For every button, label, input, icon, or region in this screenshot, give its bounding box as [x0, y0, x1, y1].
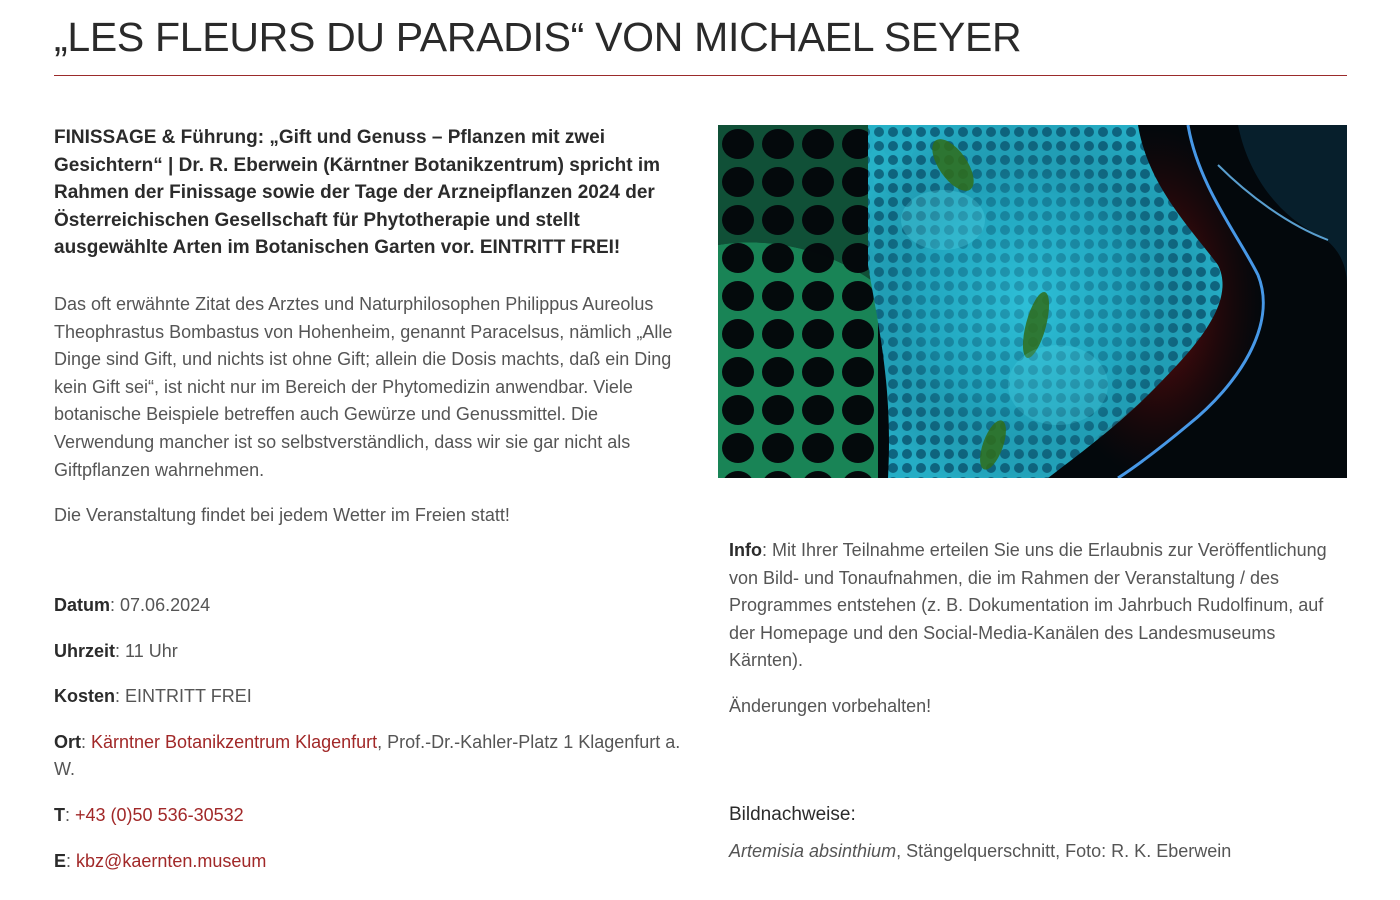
left-column: [54, 124, 694, 530]
phone-link[interactable]: +43 (0)50 536-30532: [75, 804, 244, 825]
plant-stem-cross-section-image: [718, 125, 1347, 478]
credits-species: Artemisia absinthium: [729, 840, 897, 861]
credits-caption: [729, 838, 1347, 866]
info-label: Info: [729, 540, 762, 560]
right-column: [718, 125, 1347, 861]
email-label: E: [54, 850, 67, 871]
page-title: „LES FLEURS DU PARADIS“ VON MICHAEL SEYER: [54, 14, 1022, 60]
location-link[interactable]: Kärntner Botanikzentrum Klagenfurt: [91, 731, 378, 752]
info-text: [729, 537, 1347, 675]
weather-note: Die Veranstaltung findet bei jedem Wetter im Freien statt!: [54, 505, 510, 526]
info-block: [729, 537, 1347, 721]
event-description: Das oft erwähnte Zitat des Arztes und Naturphilosophen Philippus Aureolus Theophrastus Bombastus von Hohenheim, genannt Paracelsus, nämlich „Alle Dinge sind Gift, und nichts ist ohne Gift; allein die Dosis machts, daß ein Ding kein Gift sei“, ist nicht nur im Bereich der Phytomedizin anwendbar. Viele botanische Beispiele betreffen auch Gewürze und Genussmittel. Die Verwendung mancher ist so selbstverständlich, dass wir sie gar nicht als Giftpflanzen wahrnehmen.: [54, 293, 673, 480]
detail-time: Uhrzeit: 11 Uhr: [54, 640, 178, 661]
event-details: [54, 592, 694, 893]
date-value: 07.06.2024: [120, 595, 211, 615]
detail-location: Ort: Kärntner Botanikzentrum Klagenfurt, Prof.-Dr.-Kahler-Platz 1 Klagenfurt a. W.: [54, 731, 681, 780]
detail-phone: T: +43 (0)50 536-30532: [54, 804, 244, 825]
date-label: Datum: [54, 595, 111, 615]
detail-email: E: kbz@kaernten.museum: [54, 850, 267, 871]
email-link[interactable]: kbz@kaernten.museum: [76, 850, 267, 871]
phone-label: T: [54, 804, 65, 825]
cost-value: EINTRITT FREI: [125, 686, 252, 707]
event-page: [54, 0, 1347, 900]
location-label: Ort: [54, 731, 81, 752]
detail-cost: Kosten: EINTRITT FREI: [54, 686, 252, 707]
time-value: 11 Uhr: [125, 640, 178, 661]
event-lead: FINISSAGE & Führung: „Gift und Genuss – Pflanzen mit zwei Gesichtern“ | Dr. R. Eberwein (Kärntner Botanikzentrum) spricht im Rahmen der Finissage sowie der Tage der Arzneipflanzen 2024 der Österreichischen Gesellschaft für Phytotherapie und stellt ausgewählte Arten im Botanischen Garten vor. EINTRITT FREI!: [54, 127, 661, 259]
image-credits: [729, 801, 1347, 865]
info-content: : Mit Ihrer Teilnahme erteilen Sie uns die Erlaubnis zur Veröffentlichung von Bild- und Tonaufnahmen, die im Rahmen der Veranstaltung / des Programmes entstehen (z. B. Dokumentation im Jahrbuch Rudolfinum, auf der Homepage und den Social-Media-Kanälen des Landesmuseums Kärnten).: [729, 540, 1327, 671]
credits-heading: Bildnachweise:: [729, 804, 856, 825]
location-address: , Prof.-Dr.-Kahler-Platz 1 Klagenfurt a. W.: [54, 731, 681, 780]
cost-label: Kosten: [54, 686, 116, 707]
changes-note: Änderungen vorbehalten!: [729, 695, 932, 716]
time-label: Uhrzeit: [54, 640, 116, 661]
detail-date: Datum: 07.06.2024: [54, 595, 211, 615]
title-divider: [54, 75, 1347, 76]
credits-caption-text: , Stängelquerschnitt, Foto: R. K. Eberwein: [896, 840, 1232, 861]
